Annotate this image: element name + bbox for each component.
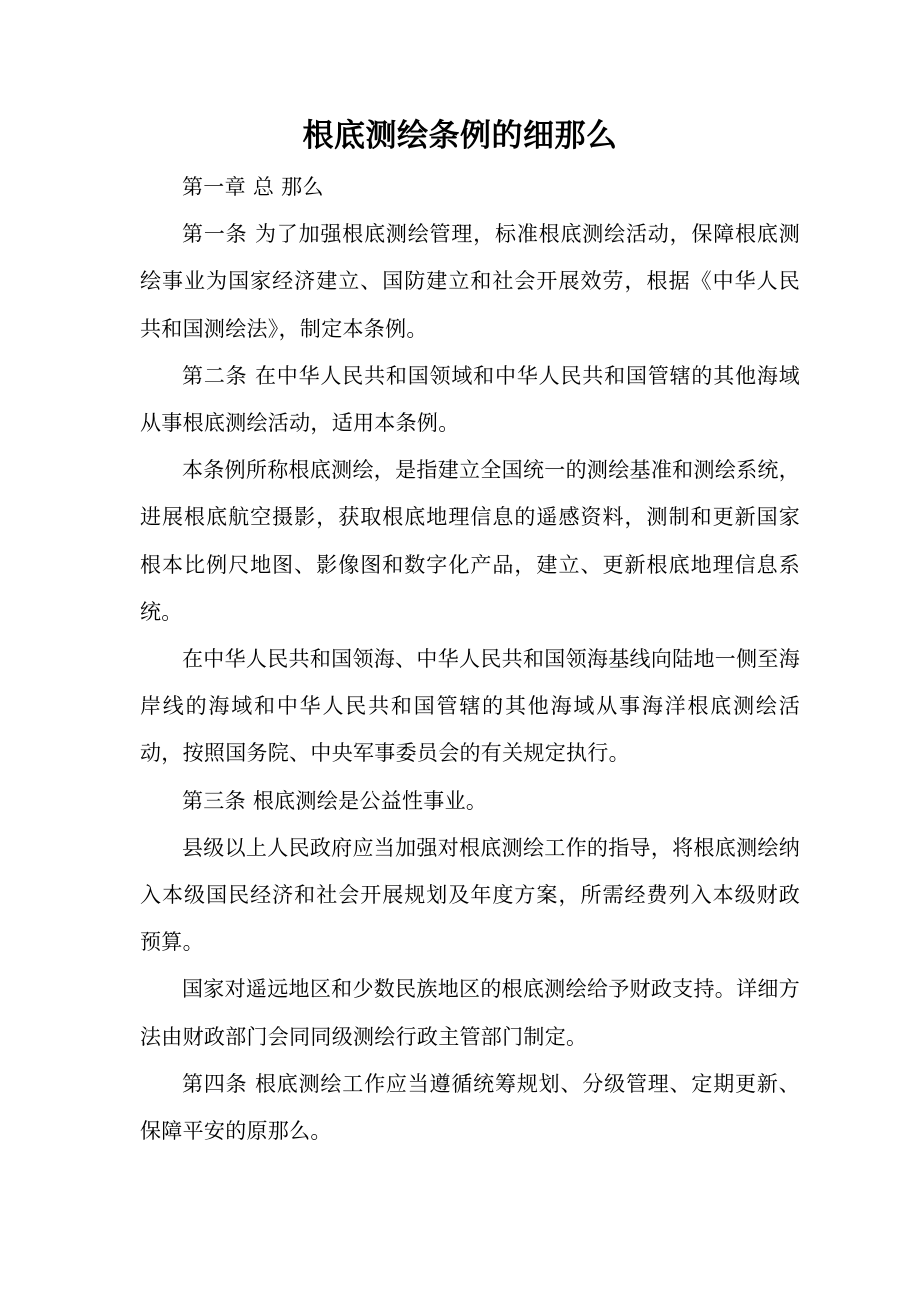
article-3-paragraph-3: 国家对遥远地区和少数民族地区的根底测绘给予财政支持。详细方法由财政部门会同同级测绘行政主管部门制定。 xyxy=(140,977,800,1049)
article-2-paragraph-3: 在中华人民共和国领海、中华人民共和国领海基线向陆地一侧至海岸线的海域和中华人民共和国管辖的其他海域从事海洋根底测绘活动，按照国务院、中央军事委员会的有关规定执行。 xyxy=(140,647,800,766)
article-2-paragraph-2: 本条例所称根底测绘，是指建立全国统一的测绘基准和测绘系统，进展根底航空摄影，获取根底地理信息的遥感资料，测制和更新国家根本比例尺地图、影像图和数字化产品，建立、更新根底地理信息系统。 xyxy=(140,458,800,624)
article-2: 第二条 在中华人民共和国领域和中华人民共和国管辖的其他海域从事根底测绘活动，适用本条例。 xyxy=(140,363,800,436)
article-1: 第一条 为了加强根底测绘管理，标准根底测绘活动，保障根底测绘事业为国家经济建立、国防建立和社会开展效劳，根据《中华人民共和国测绘法》，制定本条例。 xyxy=(140,222,800,341)
document-title: 根底测绘条例的细那么 xyxy=(302,118,618,154)
article-3-paragraph-2: 县级以上人民政府应当加强对根底测绘工作的指导，将根底测绘纳入本级国民经济和社会开展规划及年度方案，所需经费列入本级财政预算。 xyxy=(140,835,800,955)
chapter-heading: 第一章 总 那么 xyxy=(182,175,324,199)
document-body xyxy=(140,164,800,1155)
article-3: 第三条 根底测绘是公益性事业。 xyxy=(182,788,488,813)
article-4: 第四条 根底测绘工作应当遵循统筹规划、分级管理、定期更新、保障平安的原那么。 xyxy=(140,1071,800,1144)
